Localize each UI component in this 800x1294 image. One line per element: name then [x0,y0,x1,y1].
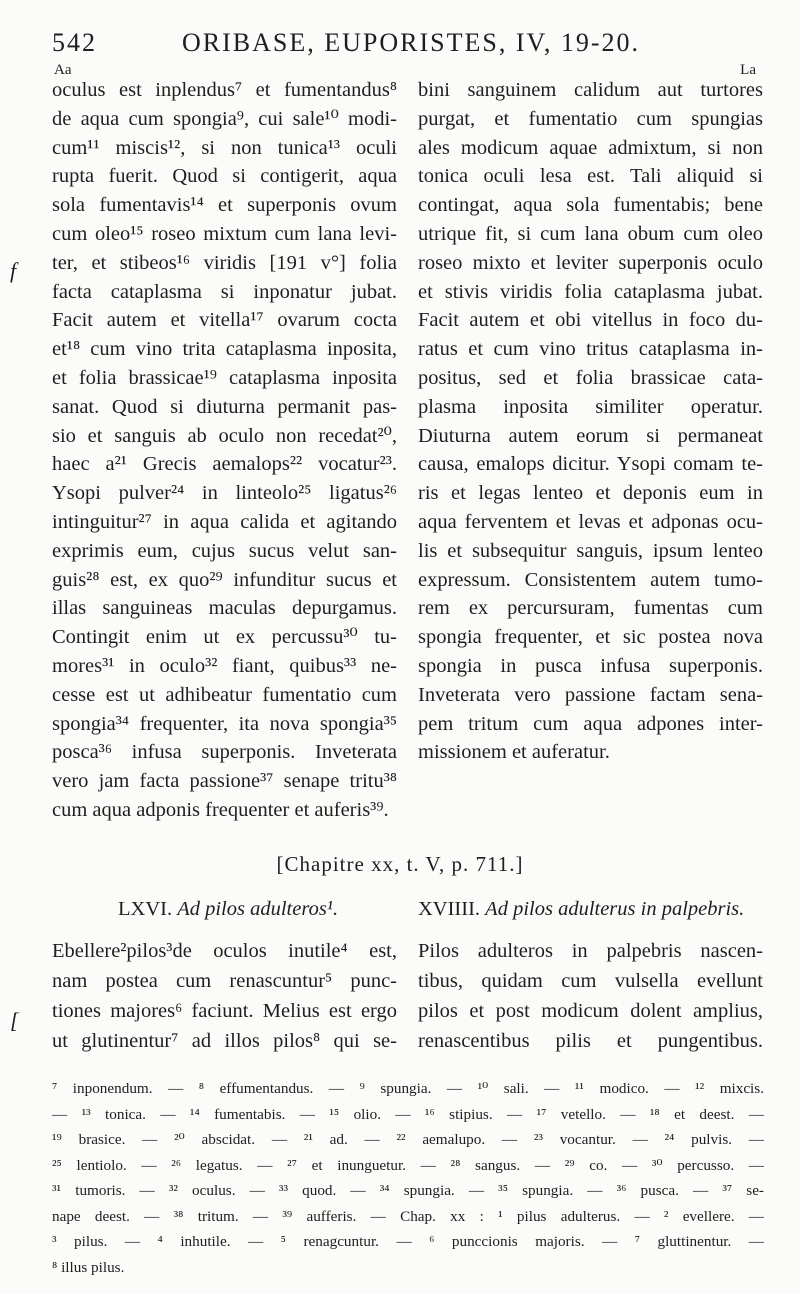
text-line: nam postea cum renascuntur⁵ punc- [52,970,397,992]
text-line: cum¹¹ miscis¹², si non tunica¹³ oculi [52,136,397,159]
text-line: bini sanguinem calidum aut turtores [418,79,763,101]
left-section-text [52,936,397,1056]
text-line: Diuturna autem eorum si permaneat [418,424,763,447]
footnote-line: ³¹ tumoris. — ³² oculus. — ³³ quod. — ³⁴ spungia. — ³⁵ spungia. — ³⁶ pusca. — ³⁷ se- [52,1182,764,1199]
text-line: utrique fit, si cum lana obum cum oleo [418,222,763,245]
footnote-line: ³ pilus. — ⁴ inhutile. — ⁵ renagcuntur. — ⁶ punccionis majoris. — ⁷ gluttinentur. — [52,1233,764,1250]
text-line: tibus, quidam cum vulsella evellunt [418,970,763,992]
footnote-line: ⁸ illus pilus. [52,1258,125,1276]
text-line: Inveterata vero passione factam sena- [418,683,763,706]
margin-mark: [ [10,1008,19,1033]
text-line: ter, et stibeos¹⁶ viridis [191 v°] folia [52,251,397,274]
text-line: cum oleo¹⁵ roseo mixtum cum lana levi- [52,222,397,245]
text-line: tonica oculi lesa est. Tali aliquid si [418,165,763,188]
text-line: ris et legas lenteo et deponis eum in [418,482,763,505]
text-line: et stivis viridis folia cataplasma jubat. [418,280,763,303]
chapter-reference: [Chapitre xx, t. V, p. 711.] [276,852,524,876]
footnotes [52,1076,764,1280]
text-line: tiones majores⁶ faciunt. Melius est ergo [52,1000,397,1022]
text-line: posca³⁶ infusa superponis. Inveterata [52,741,397,764]
text-line: contingat, aqua sola fumentabis; bene [418,194,763,217]
text-line: Facit autem et vitella¹⁷ ovarum cocta [52,309,397,332]
text-line: renascentibus pilis et pungentibus. [418,1030,763,1052]
text-line: lis et subsequitur sanguis, ipsum lenteo [418,539,763,562]
text-line: plasma inposita similiter operatur. [418,395,763,418]
running-title: ORIBASE, EUPORISTES, IV, 19-20. [182,28,641,57]
footnote-line: nape deest. — ³⁸ tritum. — ³⁹ aufferis. — Chap. xx : ¹ pilus adulterus. — ² evellere. — [52,1207,764,1225]
left-section-number: LXVI. [118,898,173,920]
text-line: sio et sanguis ab oculo non recedat²⁰, [52,424,397,447]
text-line: guis²⁸ est, ex quo²⁹ infunditur sucus et [52,568,397,591]
text-line: spongia³⁴ frequenter, ita nova spongia³⁵ [52,712,397,735]
text-line: cesse est ut adhibeatur fumentatio cum [52,683,397,706]
text-line: purgat, et fumentatio cum spungias [418,107,763,130]
footnote-line: ²⁵ lentiolo. — ²⁶ legatus. — ²⁷ et inunguetur. — ²⁸ sangus. — ²⁹ co. — ³⁰ percusso. — [52,1156,764,1174]
text-line: et¹⁸ cum vino trita cataplasma inposita, [52,338,397,361]
text-line: ales modicum aquae admixtum, si non [418,136,763,159]
text-line: et folia brassicae¹⁹ cataplasma inposita [52,366,397,389]
text-line: facta cataplasma si inponatur jubat. [52,280,397,303]
text-line: Facit autem et obi vitellus in foco du- [418,309,763,332]
text-line: pilos et post modicum dolent amplius, [418,1000,763,1022]
text-line: aqua ferventem et levas et adponas ocu- [418,510,763,533]
page-header [52,28,752,62]
left-section-title [118,898,338,921]
margin-mark: f [10,258,17,283]
text-line: Contingit enim ut ex percussu³⁰ tu- [52,626,397,649]
right-section-text [418,936,763,1056]
text-line: exprimis eum, cujus sucus velut san- [52,539,397,562]
text-line: Ebellere²pilos³de oculos inutile⁴ est, [52,940,397,962]
text-line: cum aqua adponis frequenter et auferis³⁹. [52,798,389,821]
text-line: causa, emalops dicitur. Ysopi comam te- [418,453,763,476]
text-line: rem ex percursuram, fumentas cum [418,597,763,620]
text-line: Ysopi pulver²⁴ in linteolo²⁵ ligatus²⁶ [52,482,397,505]
text-line: ratus et cum vino tritus cataplasma in- [418,338,763,361]
page-number: 542 [52,28,97,57]
text-line: Pilos adulteros in palpebris nascen- [418,940,763,962]
footnote-line: ¹⁹ brasice. — ²⁰ abscidat. — ²¹ ad. — ²² aemalupo. — ²³ vocantur. — ²⁴ pulvis. — [52,1131,764,1148]
footnote-line: ⁷ inponendum. — ⁸ effumentandus. — ⁹ spungia. — ¹⁰ sali. — ¹¹ modico. — ¹² mixcis. [52,1080,764,1097]
text-line: sola fumentavis¹⁴ et superponis ovum [52,194,397,217]
footnote-line: — ¹³ tonica. — ¹⁴ fumentabis. — ¹⁵ olio. — ¹⁶ stipius. — ¹⁷ vetello. — ¹⁸ et deest. — [52,1105,764,1123]
text-line: spongia in pusca infusa superponis. [418,654,763,677]
text-line: spongia frequenter, et sic postea nova [418,626,763,649]
text-line: oculus est inplendus⁷ et fumentandus⁸ [52,79,397,101]
left-section-heading: Ad pilos adulteros¹. [177,898,339,920]
right-column-tag: La [740,62,756,78]
text-line: illas sanguineas maculas depurgamus. [52,597,397,620]
left-column-text [52,76,397,825]
text-line: positus, sed et folia brassicae cata- [418,366,763,389]
text-line: ut glutinentur⁷ ad illos pilos⁸ qui se- [52,1030,397,1052]
text-line: sanat. Quod si diuturna permanit pas- [52,395,397,418]
text-line: haec a²¹ Grecis aemalops²² vocatur²³. [52,453,397,476]
right-section-number: XVIIII. [418,898,481,920]
right-section-title [418,898,744,921]
right-section-heading: Ad pilos adulterus in palpebris. [485,898,745,920]
text-line: roseo mixto et leviter superponis oculo [418,251,763,274]
text-line: vero jam facta passione³⁷ senape tritu³⁸ [52,770,397,793]
text-line: de aqua cum spongia⁹, cui sale¹⁰ modi- [52,107,397,130]
text-line: pem tritum cum aqua adpones inter- [418,712,763,735]
text-line: expressum. Consistentem autem tumo- [418,568,763,591]
text-line: missionem et auferatur. [418,741,610,764]
right-column-text [418,76,763,767]
text-line: rupta fuerit. Quod si contigerit, aqua [52,165,397,188]
text-line: mores³¹ in oculo³² fiant, quibus³³ ne- [52,654,397,677]
left-column-tag: Aa [54,62,72,78]
text-line: intinguitur²⁷ in aqua calida et agitando [52,510,397,533]
